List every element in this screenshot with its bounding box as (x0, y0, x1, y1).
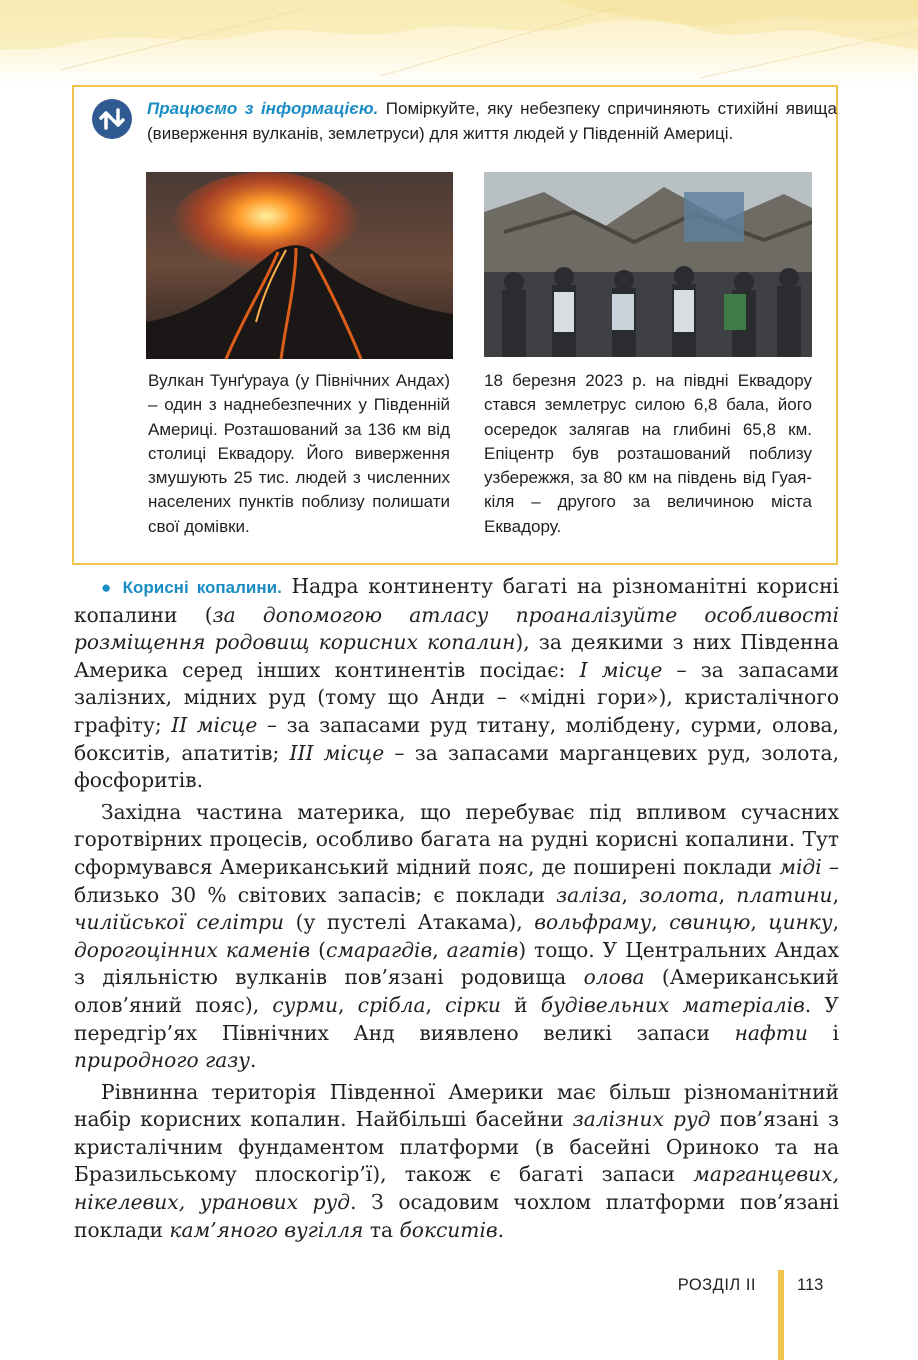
text-run: ( (310, 937, 326, 962)
text-run: , (832, 910, 839, 935)
paragraph-western (74, 799, 839, 1075)
text-run: . З осадовим чохлом платформи пов’язані поклади (74, 1190, 839, 1242)
info-box (72, 85, 838, 565)
info-label: Працюємо з інформацією. (147, 99, 379, 118)
italic-run: ІІІ місце (289, 740, 385, 765)
italic-run: агатів (446, 937, 519, 962)
text-run: , (425, 992, 446, 1017)
text-run: (Американський олов’яний пояс), (74, 965, 839, 1017)
italic-run: смарагдів (325, 937, 433, 962)
up-down-arrows-icon (92, 99, 132, 139)
text-run: , (338, 992, 358, 1017)
text-run: , (718, 882, 737, 907)
text-run: та (363, 1217, 400, 1242)
italic-run: будівельних матеріалів (540, 992, 805, 1017)
italic-run: кам’яного вугілля (169, 1217, 364, 1242)
map-illustration (0, 0, 918, 85)
header-map-decoration (0, 0, 918, 85)
text-run: Надра континенту багаті на різноманітні корисні копалини ( (74, 574, 839, 627)
italic-run: чилійської селітри (74, 910, 285, 935)
italic-run: сурми (272, 992, 339, 1017)
italic-run: цинку (768, 910, 833, 935)
italic-run: І місце (579, 657, 663, 682)
italic-run: вольфраму (534, 910, 652, 935)
text-run: Західна частина материка, що перебуває під впливом сучасних горотвірних процесів, особливо багата на рудні корисні копалини. Тут сформувався Американський мідний пояс, де поширені поклади (74, 799, 839, 879)
text-run: (у пустелі Атакама), (284, 910, 535, 935)
section-label: РОЗДІЛ ІІ (677, 1276, 756, 1294)
italic-run: залізних руд (572, 1107, 711, 1132)
earthquake-caption: 18 березня 2023 р. на півдні Еквадору стався землетрус силою 6,8 бала, його осередок залягав на глибині 65,8 км. Епіцентр був розташований поблизу узбережжя, за 80 км на південь від Гуаякіля – другого за величиною міста Еквадору. (484, 371, 812, 536)
text-run: – за запасами залізних, мідних руд (тому що Анди – «мідні гори»), кристалічного графіту; (74, 657, 839, 737)
text-run: , (621, 882, 640, 907)
text-run: – за запасами марганцевих руд, золота, фосфоритів. (74, 740, 840, 793)
text-run: пов’язані з кристалічним фундаментом платформи (в басейні Ориноко та на Бразильському плоскогір’ї), також є багаті запаси (74, 1107, 839, 1187)
italic-run: свинцю (669, 910, 751, 935)
italic-run: заліза (556, 882, 622, 907)
text-run: ), за деякими з них Південна Америка серед інших континентів посідає: (74, 630, 840, 682)
italic-run: за допомогою атласу проаналізуйте особливості розміщення родовищ корисних копалин (74, 602, 839, 655)
text-run: – за запасами руд титану, молібдену, сурми, олова, бокситів, апатитів; (74, 712, 840, 765)
italic-run: нафти (734, 1020, 808, 1045)
text-run: , (432, 937, 447, 962)
main-text (74, 573, 839, 1248)
italic-run: дорогоцінних каменів (74, 937, 311, 962)
italic-run: олова (583, 965, 645, 990)
volcano-photo (146, 172, 453, 359)
footer-divider (778, 1270, 784, 1360)
earthquake-photo (484, 172, 812, 357)
text-run: Рівнинна територія Південної Америки має більш різноманітний набір корисних копалин. Найбільші басейни (74, 1079, 839, 1132)
italic-run: марганцевих, нікелевих, уранових руд (74, 1162, 839, 1215)
text-run: , (832, 882, 839, 907)
text-run: ) тощо. У Центральних Андах з діяльністю вулканів пов’язані родовища (74, 937, 839, 990)
italic-run: золота (639, 882, 719, 907)
italic-run: ІІ місце (171, 712, 258, 737)
italic-run: бокситів (399, 1217, 498, 1242)
text-run: , (750, 910, 769, 935)
italic-run: платини (736, 882, 833, 907)
text-run: . (497, 1217, 505, 1242)
volcano-caption: Вулкан Тунґурауа (у Північних Андах) – один з наднебезпечних у Південній Америці. Розташований за 136 км від столиці Еквадору. Його виверження змушують 25 тис. людей з численних населених пунктів поблизу полишати свої домівки. (148, 371, 450, 536)
info-text: Поміркуйте, яку небезпеку спричиняють стихійні явища (виверження вулканів, землетруси) для життя людей у Південній Америці. (147, 99, 837, 143)
text-run: – близько 30 % світових запасів; є поклади (74, 854, 839, 907)
text-run: . (249, 1048, 257, 1073)
text-run: , (651, 910, 670, 935)
italic-run: міді (779, 854, 822, 879)
info-intro (147, 96, 837, 146)
italic-run: сірки (445, 992, 501, 1017)
text-run: . У передгір’ях Північних Анд виявлено великі запаси (74, 992, 839, 1045)
italic-run: природного газу (74, 1048, 250, 1073)
section-heading: ● Корисні копалини. (101, 578, 282, 597)
text-run: й (500, 992, 541, 1017)
italic-run: срібла (357, 992, 426, 1017)
text-run: і (807, 1020, 839, 1045)
paragraph-plains (74, 1079, 839, 1245)
page-number: 113 (797, 1276, 824, 1294)
paragraph-minerals (74, 573, 839, 795)
